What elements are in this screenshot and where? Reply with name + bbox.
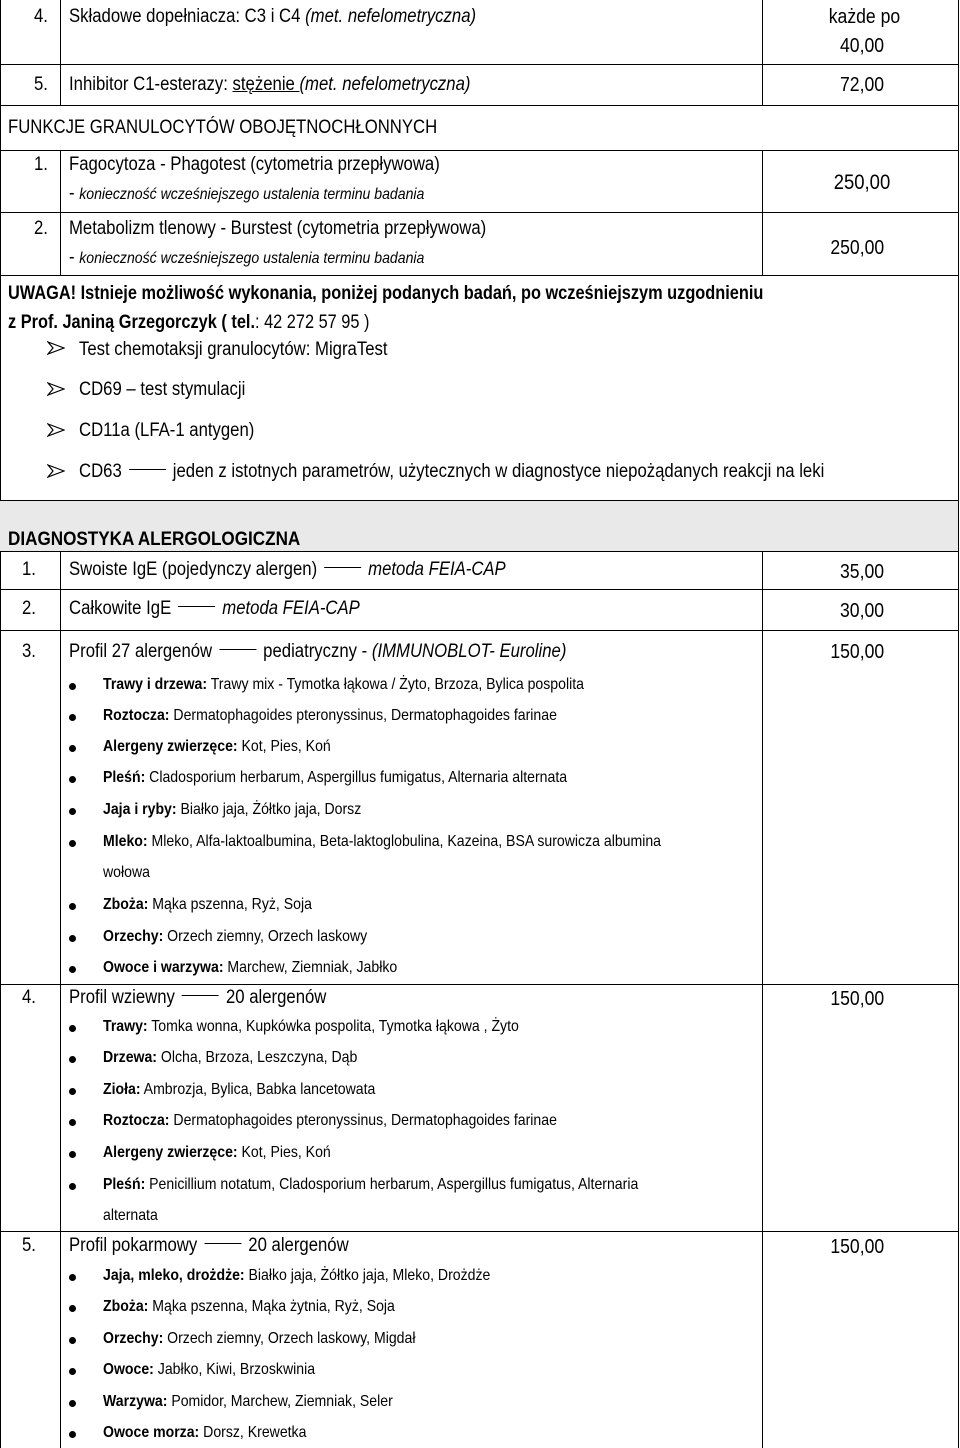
price: 250,00 bbox=[833, 171, 890, 194]
arrow-bullet-icon bbox=[47, 341, 65, 355]
allergen-bullet-item bbox=[103, 958, 397, 978]
allergen-category: Jaja, mleko, drożdże: bbox=[103, 1267, 245, 1284]
bullet-dot-icon bbox=[69, 1056, 76, 1063]
allergen-values: Olcha, Brzoza, Leszczyna, Dąb bbox=[156, 1049, 358, 1066]
price-label: każde po bbox=[828, 6, 900, 28]
allergen-category: Warzywa: bbox=[103, 1393, 168, 1410]
bullet-dot-icon bbox=[69, 840, 76, 847]
bullet-dot-icon bbox=[69, 966, 76, 973]
allergen-bullet-item bbox=[103, 706, 557, 726]
arrow-bullet-icon bbox=[47, 423, 65, 437]
allergen-bullet-item bbox=[103, 1392, 393, 1412]
item-title: Metabolizm tlenowy - Burstest (cytometria przepływowa) bbox=[69, 218, 487, 239]
item-title: Profil wziewny 20 alergenów bbox=[69, 987, 327, 1008]
row-line bbox=[0, 150, 958, 151]
allergen-bullet-item bbox=[103, 1423, 306, 1443]
row-line bbox=[0, 1231, 958, 1232]
bullet-dot-icon bbox=[69, 903, 76, 910]
row-line bbox=[0, 630, 958, 631]
allergen-values: Kot, Pies, Koń bbox=[237, 1144, 331, 1161]
allergen-values: Białko jaja, Żółtko jaja, Mleko, Drożdże bbox=[244, 1267, 491, 1284]
allergen-category: Trawy: bbox=[103, 1018, 148, 1035]
allergen-category: Owoce i warzywa: bbox=[103, 959, 224, 976]
bullet-dot-icon bbox=[69, 1274, 76, 1281]
bullet-dot-icon bbox=[69, 935, 76, 942]
allergen-values: Dermatophagoides pteronyssinus, Dermatophagoides farinae bbox=[169, 707, 557, 724]
bullet-dot-icon bbox=[69, 683, 76, 690]
price: 72,00 bbox=[839, 74, 884, 96]
allergen-bullet-item bbox=[103, 895, 312, 915]
allergen-values: Mąka pszenna, Mąka żytnia, Ryż, Soja bbox=[148, 1298, 395, 1315]
allergen-values: Marchew, Ziemniak, Jabłko bbox=[223, 959, 398, 976]
allergen-bullet-item bbox=[103, 1017, 519, 1037]
row-complement-text: Składowe dopełniacza: C3 i C4 (met. nefelometryczna) bbox=[69, 6, 477, 27]
row-line bbox=[0, 212, 958, 213]
item-title: Fagocytoza - Phagotest (cytometria przepływowa) bbox=[69, 154, 440, 175]
row-line bbox=[0, 551, 958, 552]
uwaga-item: CD69 – test stymulacji bbox=[79, 379, 246, 400]
allergen-values: Jabłko, Kiwi, Brzoskwinia bbox=[153, 1361, 316, 1378]
table-border-left bbox=[0, 0, 1, 500]
allergen-values: Trawy mix - Tymotka łąkowa / Żyto, Brzoza, Bylica pospolita bbox=[207, 676, 584, 693]
item-number: 1. bbox=[22, 559, 36, 580]
allergen-values: Pomidor, Marchew, Ziemniak, Seler bbox=[167, 1393, 393, 1410]
price: 30,00 bbox=[839, 600, 884, 622]
allergen-category: Pleśń: bbox=[103, 769, 146, 786]
item-number: 4. bbox=[34, 6, 48, 27]
allergen-category: Owoce morza: bbox=[103, 1424, 200, 1441]
bullet-dot-icon bbox=[69, 714, 76, 721]
bullet-dot-icon bbox=[69, 1183, 76, 1190]
item-number: 2. bbox=[34, 218, 48, 239]
uwaga-item: Test chemotaksji granulocytów: MigraTest bbox=[79, 339, 388, 360]
allergen-category: Drzewa: bbox=[103, 1049, 157, 1066]
bullet-dot-icon bbox=[69, 1431, 76, 1438]
table-border-right bbox=[958, 0, 959, 1448]
allergen-values: Białko jaja, Żółtko jaja, Dorsz bbox=[176, 801, 362, 818]
item-title: Profil pokarmowy 20 alergenów bbox=[69, 1235, 349, 1256]
row-line bbox=[0, 589, 958, 590]
allergen-bullet-item bbox=[103, 675, 584, 695]
allergen-values: Orzech ziemny, Orzech laskowy bbox=[163, 928, 368, 945]
allergen-bullet-item bbox=[103, 1143, 331, 1163]
allergen-values: Ambrozja, Bylica, Babka lancetowata bbox=[140, 1081, 376, 1098]
bullet-dot-icon bbox=[69, 1368, 76, 1375]
item-title: Całkowite IgE metoda FEIA-CAP bbox=[69, 598, 360, 619]
allergen-bullet-item bbox=[103, 800, 361, 820]
allergen-category: Orzechy: bbox=[103, 1330, 164, 1347]
allergen-category: Jaja i ryby: bbox=[103, 801, 177, 818]
allergen-category: Alergeny zwierzęce: bbox=[103, 738, 238, 755]
row-line bbox=[0, 105, 958, 106]
allergen-values: Dorsz, Krewetka bbox=[199, 1424, 307, 1441]
allergen-category: Owoce: bbox=[103, 1361, 154, 1378]
price: 35,00 bbox=[839, 561, 884, 583]
allergen-category: Zioła: bbox=[103, 1081, 141, 1098]
allergen-category: Roztocza: bbox=[103, 707, 170, 724]
allergen-bullet-item bbox=[103, 737, 331, 757]
price: 250,00 bbox=[830, 237, 884, 259]
item-number: 5. bbox=[22, 1235, 36, 1256]
col-divider bbox=[60, 0, 61, 105]
allergen-values: Mąka pszenna, Ryż, Soja bbox=[148, 896, 312, 913]
allergen-bullet-item bbox=[103, 1297, 395, 1317]
allergen-bullet-item bbox=[103, 1080, 375, 1100]
allergen-bullet-item bbox=[103, 1175, 638, 1195]
item-title: Profil 27 alergenów pediatryczny - (IMMUNOBLOT- Euroline) bbox=[69, 641, 567, 662]
allergen-values: Tomka wonna, Kupkówka pospolita, Tymotka łąkowa , Żyto bbox=[147, 1018, 519, 1035]
item-number: 4. bbox=[22, 987, 36, 1008]
bullet-dot-icon bbox=[69, 808, 76, 815]
allergen-category: Trawy i drzewa: bbox=[103, 676, 208, 693]
uwaga-item: CD11a (LFA-1 antygen) bbox=[79, 420, 255, 441]
allergen-values: Cladosporium herbarum, Aspergillus fumigatus, Alternaria alternata bbox=[145, 769, 568, 786]
allergen-values: Mleko, Alfa-laktoalbumina, Beta-laktoglobulina, Kazeina, BSA surowicza albumina bbox=[147, 833, 662, 850]
price: 150,00 bbox=[830, 1236, 884, 1258]
item-number: 2. bbox=[22, 598, 36, 619]
allergen-category: Pleśń: bbox=[103, 1176, 146, 1193]
allergen-bullet-item bbox=[103, 832, 661, 852]
bullet-dot-icon bbox=[69, 1088, 76, 1095]
allergen-bullet-item bbox=[103, 1266, 490, 1286]
col-divider bbox=[762, 551, 763, 1448]
row-inhibitor-text: Inhibitor C1-esterazy: stężenie (met. nefelometryczna) bbox=[69, 74, 471, 95]
bullet-dot-icon bbox=[69, 1305, 76, 1312]
allergen-category: Zboża: bbox=[103, 1298, 149, 1315]
allergen-bullet-item bbox=[103, 768, 567, 788]
notice-line-2: z Prof. Janiną Grzegorczyk ( tel.: 42 272 57 95 ) bbox=[8, 312, 370, 333]
allergen-category: Zboża: bbox=[103, 896, 149, 913]
bullet-dot-icon bbox=[69, 1151, 76, 1158]
item-note: - konieczność wcześniejszego ustalenia terminu badania bbox=[69, 183, 425, 204]
notice-line-1: UWAGA! Istnieje możliwość wykonania, poniżej podanych badań, po wcześniejszym uzgodnieniu bbox=[8, 283, 764, 304]
price: 150,00 bbox=[830, 641, 884, 663]
allergen-values-continued: alternata bbox=[103, 1207, 158, 1224]
item-number: 5. bbox=[34, 74, 48, 95]
table-border-left bbox=[0, 551, 1, 1448]
allergen-category: Mleko: bbox=[103, 833, 148, 850]
allergen-category: Roztocza: bbox=[103, 1112, 170, 1129]
allergen-category: Orzechy: bbox=[103, 928, 164, 945]
allergen-bullet-item bbox=[103, 1048, 357, 1068]
item-number: 1. bbox=[34, 154, 48, 175]
price: 40,00 bbox=[839, 35, 884, 57]
col-divider bbox=[60, 551, 61, 1448]
bullet-dot-icon bbox=[69, 745, 76, 752]
bullet-dot-icon bbox=[69, 1337, 76, 1344]
allergen-bullet-item bbox=[103, 1111, 557, 1131]
bullet-dot-icon bbox=[69, 1119, 76, 1126]
row-line bbox=[0, 275, 958, 276]
allergen-values-continued: wołowa bbox=[103, 864, 150, 881]
section-heading: FUNKCJE GRANULOCYTÓW OBOJĘTNOCHŁONNYCH bbox=[8, 117, 438, 138]
allergen-bullet-item bbox=[103, 1329, 415, 1349]
bullet-dot-icon bbox=[69, 1025, 76, 1032]
allergen-bullet-item bbox=[103, 927, 367, 947]
bullet-dot-icon bbox=[69, 776, 76, 783]
allergen-values: Dermatophagoides pteronyssinus, Dermatophagoides farinae bbox=[169, 1112, 557, 1129]
allergen-bullet-item bbox=[103, 1360, 315, 1380]
arrow-bullet-icon bbox=[47, 382, 65, 396]
item-number: 3. bbox=[22, 641, 36, 662]
price: 150,00 bbox=[830, 988, 884, 1010]
allergen-category: Alergeny zwierzęce: bbox=[103, 1144, 238, 1161]
bullet-dot-icon bbox=[69, 1400, 76, 1407]
row-line bbox=[0, 64, 958, 65]
allergen-values: Penicillium notatum, Cladosporium herbarum, Aspergillus fumigatus, Alternaria bbox=[145, 1176, 639, 1193]
uwaga-item: CD63 jeden z istotnych parametrów, użytecznych w diagnostyce niepożądanych reakcji na leki bbox=[79, 461, 825, 482]
section-heading: DIAGNOSTYKA ALERGOLOGICZNA bbox=[8, 529, 301, 550]
arrow-bullet-icon bbox=[47, 464, 65, 478]
allergen-values: Kot, Pies, Koń bbox=[237, 738, 331, 755]
item-title: Swoiste IgE (pojedynczy alergen) metoda FEIA-CAP bbox=[69, 559, 506, 580]
allergen-values: Orzech ziemny, Orzech laskowy, Migdał bbox=[163, 1330, 416, 1347]
item-note: - konieczność wcześniejszego ustalenia terminu badania bbox=[69, 247, 425, 268]
row-line bbox=[0, 984, 958, 985]
col-divider bbox=[762, 0, 763, 105]
